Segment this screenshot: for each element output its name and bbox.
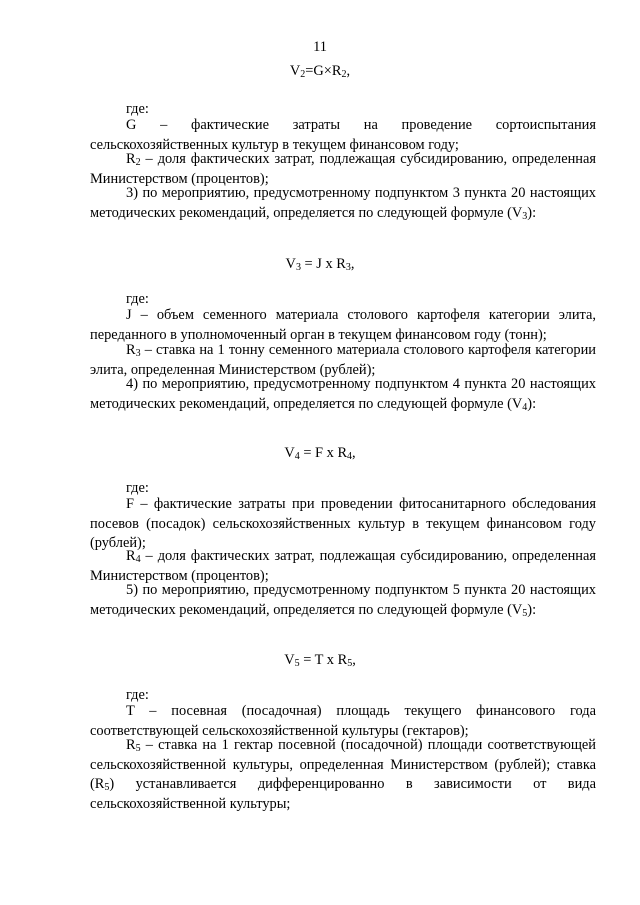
paragraph-r2-definition: $R_2$ – доля фактических затрат, подлежащая субсидированию, определенная Министерством (процентов); bbox=[90, 151, 596, 187]
paragraph-r5-definition: $R_5$ – ставка на 1 гектар посевной (посадочной) площади соответствующей сельскохозяйственной культуры, определенная Министерством (рублей); ставка $(R_5)$ устанавливается дифференцированно в зависимости от вида сельскохозяйственной культуры; bbox=[90, 737, 596, 812]
paragraph-f-definition: F – фактические затраты при проведении фитосанитарного обследования посевов (посадок) сельскохозяйственных культур в текущем финансовом году (рублей); bbox=[90, 496, 596, 551]
where-label: где: bbox=[126, 687, 149, 703]
where-label: где: bbox=[126, 480, 149, 496]
paragraph-item-3: 3) по мероприятию, предусмотренному подпунктом 3 пункта 20 настоящих методических рекомендаций, определяется по следующей формуле $(V_3)$: bbox=[90, 185, 596, 222]
page-number: 11 bbox=[313, 39, 327, 55]
formula-v3: $V_3 = J$ x $R_3$, bbox=[285, 256, 355, 273]
where-label: где: bbox=[126, 101, 149, 117]
formula-v5: $V_5 = T$ x $R_5$, bbox=[284, 652, 356, 669]
paragraph-item-4: 4) по мероприятию, предусмотренному подпунктом 4 пункта 20 настоящих методических рекомендаций, определяется по следующей формуле $(V_4)$: bbox=[90, 376, 596, 413]
paragraph-j-definition: J – объем семенного материала столового картофеля категории элита, переданного в уполномоченный орган в текущем финансовом году (тонн); bbox=[90, 307, 596, 343]
formula-v4: $V_4 = F$ x $R_4$, bbox=[284, 445, 356, 462]
paragraph-r4-definition: $R_4$ – доля фактических затрат, подлежащая субсидированию, определенная Министерством (процентов); bbox=[90, 548, 596, 584]
paragraph-r3-definition: $R_3$ – ставка на 1 тонну семенного материала столового картофеля категории элита, определенная Министерством (рублей); bbox=[90, 342, 596, 378]
paragraph-t-definition: T – посевная (посадочная) площадь текущего финансового года соответствующей сельскохозяйственной культуры (гектаров); bbox=[90, 703, 596, 739]
paragraph-g-definition: G – фактические затраты на проведение сортоиспытания сельскохозяйственных культур в текущем финансовом году; bbox=[90, 117, 596, 153]
where-label: где: bbox=[126, 291, 149, 307]
formula-v2: $V_2=G\times R_2$, bbox=[289, 63, 351, 80]
paragraph-item-5: 5) по мероприятию, предусмотренному подпунктом 5 пункта 20 настоящих методических рекомендаций, определяется по следующей формуле $(V_5)$: bbox=[90, 582, 596, 619]
